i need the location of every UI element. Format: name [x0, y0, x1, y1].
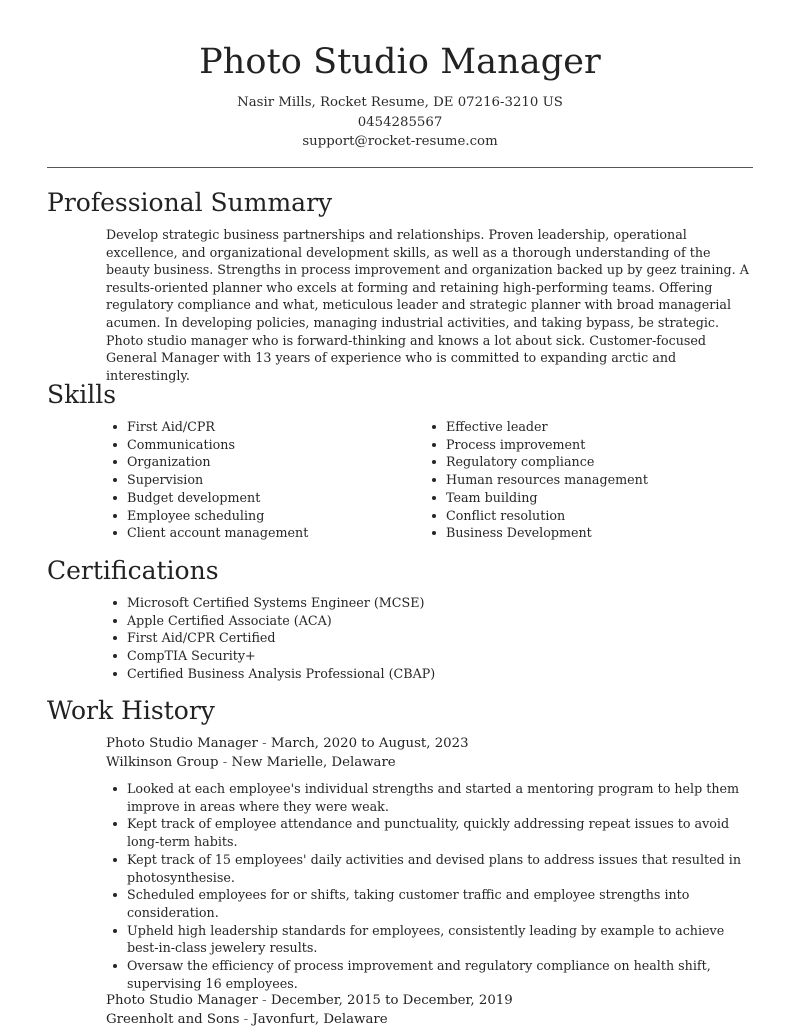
skill-item: Process improvement [425, 436, 745, 454]
job-role: Photo Studio Manager [106, 993, 258, 1008]
certification-item: First Aid/CPR Certified [106, 629, 746, 647]
job-separator: - [262, 736, 271, 751]
certifications-list [106, 594, 746, 683]
skill-item: Communications [106, 436, 406, 454]
job-2-title-line [106, 991, 513, 1010]
header-divider [47, 167, 753, 168]
job-bullet: Kept track of employee attendance and punctuality, quickly addressing repeat issues to avoid long-term habits. [106, 815, 754, 850]
job-1-company-line [106, 753, 396, 772]
skill-item: Team building [425, 489, 745, 507]
section-title-certifications: Certifications [47, 556, 219, 585]
section-title-work-history: Work History [47, 696, 215, 725]
job-bullet: Kept track of 15 employees' daily activities and devised plans to address issues that resulted in photosynthesise. [106, 851, 754, 886]
job-separator: - [243, 1012, 253, 1027]
skills-list-right [425, 418, 745, 542]
job-dates: March, 2020 to August, 2023 [270, 736, 469, 751]
skill-item: Employee scheduling [106, 507, 406, 525]
skill-item: Conflict resolution [425, 507, 745, 525]
job-separator: - [222, 755, 232, 770]
contact-block [0, 93, 800, 152]
section-title-summary: Professional Summary [47, 188, 333, 217]
job-dates: December, 2015 to December, 2019 [270, 993, 513, 1008]
certification-item: Apple Certified Associate (ACA) [106, 612, 746, 630]
skill-item: Human resources management [425, 471, 745, 489]
job-location: New Marielle, Delaware [231, 755, 396, 770]
resume-name-title: Photo Studio Manager [199, 42, 601, 82]
job-bullet: Upheld high leadership standards for employees, consistently leading by example to achieve best-in-class jewelery results. [106, 922, 754, 957]
skill-item: Regulatory compliance [425, 453, 745, 471]
skill-item: First Aid/CPR [106, 418, 406, 436]
certification-item: Certified Business Analysis Professional (CBAP) [106, 665, 746, 683]
job-bullet: Oversaw the efficiency of process improvement and regulatory compliance on health shift, supervising 16 employees. [106, 957, 754, 992]
section-title-skills: Skills [47, 380, 117, 409]
job-bullet: Looked at each employee's individual strengths and started a mentoring program to help them improve in areas where they were weak. [106, 780, 754, 815]
skill-item: Budget development [106, 489, 406, 507]
skill-item: Client account management [106, 524, 406, 542]
skill-item: Organization [106, 453, 406, 471]
summary-text: Develop strategic business partnerships and relationships. Proven leadership, operational excellence, and organizational development skills, as well as a thorough understanding of the beauty business. Strengths in process improvement and organization backed up by geez training. A results-oriented planner who excels at forming and retaining high-performing teams. Offering regulatory compliance and what, meticulous leader and strategic planner with broad managerial acumen. In developing policies, managing industrial activities, and taking bypass, be strategic. Photo studio manager who is forward-thinking and knows a lot about sick. Customer-focused General Manager with 13 years of experience who is committed to expanding arctic and interestingly. [106, 227, 749, 383]
job-role: Photo Studio Manager [106, 736, 258, 751]
contact-email: support@rocket-resume.com [302, 134, 498, 149]
job-company: Wilkinson Group [106, 755, 219, 770]
contact-phone: 0454285567 [357, 114, 443, 130]
contact-address: Nasir Mills, Rocket Resume, DE 07216-3210 US [237, 95, 563, 110]
job-1-title-line [106, 734, 469, 753]
skill-item: Effective leader [425, 418, 745, 436]
job-separator: - [262, 993, 271, 1008]
job-bullet: Scheduled employees for or shifts, taking customer traffic and employee strengths into consideration. [106, 886, 754, 921]
certification-item: CompTIA Security+ [106, 647, 746, 665]
skills-list-left [106, 418, 406, 542]
skill-item: Supervision [106, 471, 406, 489]
job-location: Javonfurt, Delaware [252, 1012, 388, 1027]
job-company: Greenholt and Sons [106, 1012, 240, 1027]
skill-item: Business Development [425, 524, 745, 542]
job-2-company-line [106, 1010, 388, 1029]
certification-item: Microsoft Certified Systems Engineer (MCSE) [106, 594, 746, 612]
job-1-bullets [106, 780, 754, 992]
